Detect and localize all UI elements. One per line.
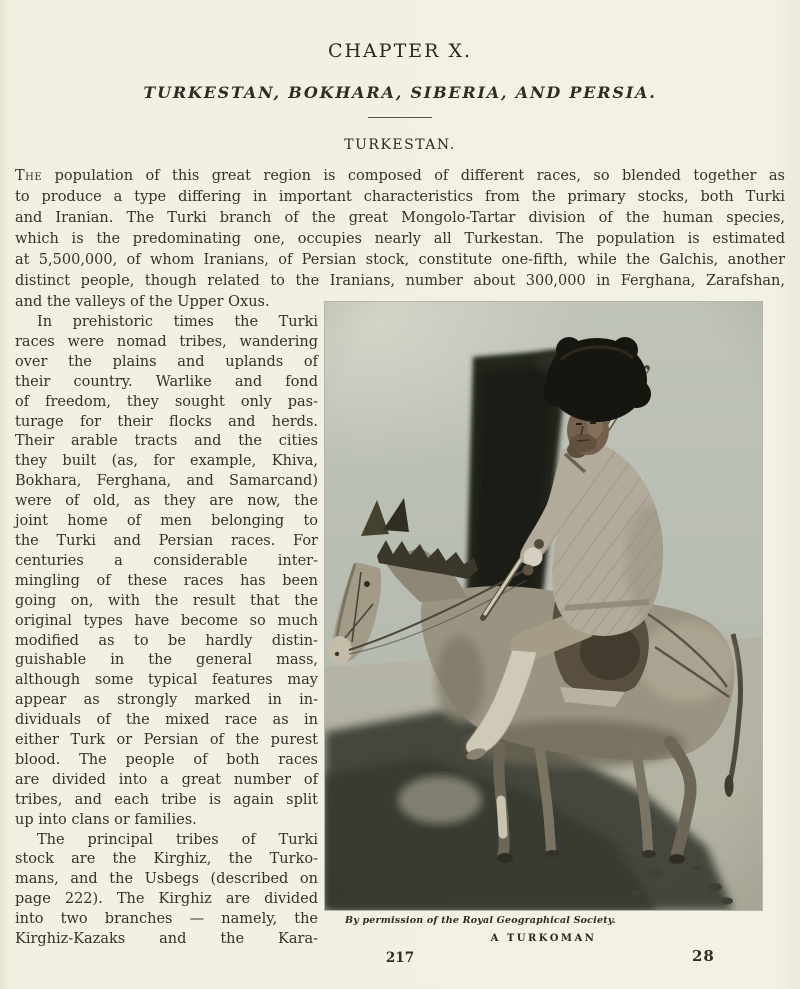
text-line: are divided into a great number of bbox=[15, 771, 318, 788]
page-header bbox=[0, 0, 800, 153]
text-line: Bokhara, Ferghana, and Samarcand) bbox=[15, 473, 318, 490]
text-line: the Turki and Persian races. For bbox=[15, 532, 318, 549]
text-line: guishable in the general mass, bbox=[15, 652, 318, 669]
text-line: either Turk or Persian of the purest bbox=[15, 732, 318, 749]
text-line: to produce a type differing in important characteristics from the primary stocks, both Turki bbox=[15, 189, 785, 205]
chapter-heading: CHAPTER X. bbox=[327, 40, 473, 62]
chapter-subtitle: TURKESTAN, BOKHARA, SIBERIA, AND PERSIA. bbox=[143, 83, 657, 102]
text-line: stock are the Kirghiz, the Turko- bbox=[15, 851, 318, 868]
text-line: In prehistoric times the Turki bbox=[37, 314, 318, 330]
text-line: joint home of men belonging to bbox=[15, 513, 318, 530]
figure-credit: By permission of the Royal Geographical Society. bbox=[345, 915, 616, 926]
intro-lines bbox=[15, 187, 785, 292]
text-line: blood. The people of both races bbox=[15, 751, 318, 768]
text-line: original types have become so much bbox=[15, 612, 318, 629]
turkoman-photo bbox=[325, 302, 762, 910]
figure-captions bbox=[325, 915, 762, 944]
text-line: their country. Warlike and fond bbox=[15, 373, 318, 390]
text-line: page 222). The Kirghiz are divided bbox=[15, 891, 318, 908]
lead-word: The bbox=[15, 168, 43, 184]
left-column-lines bbox=[15, 313, 318, 950]
text-line: Their arable tracts and the cities bbox=[15, 433, 318, 450]
text-line: over the plains and uplands of bbox=[15, 353, 318, 370]
text-line: tribes, and each tribe is again split bbox=[15, 791, 318, 808]
first-line-rest: population of this great region is composed of different races, so blended together as bbox=[54, 168, 786, 184]
text-line: mingling of these races has been bbox=[15, 572, 318, 589]
divider-rule bbox=[368, 117, 432, 118]
text-line: distinct people, though related to the Iranians, number about 300,000 in Ferghana, Zarafshan, bbox=[15, 273, 785, 289]
text-line-first bbox=[15, 166, 785, 187]
text-line: of freedom, they sought only pas- bbox=[15, 393, 318, 410]
text-line: into two branches — namely, the bbox=[15, 911, 318, 928]
signature-number: 28 bbox=[692, 947, 715, 965]
two-column-area bbox=[15, 292, 787, 950]
text-line: going on, with the result that the bbox=[15, 592, 318, 609]
text-line: at 5,500,000, of whom Iranians, of Persian stock, constitute one-fifth, while the Galchis, another bbox=[15, 252, 785, 268]
figure-caption: A TURKOMAN bbox=[490, 933, 597, 944]
left-text-column bbox=[15, 292, 318, 950]
page-number: 217 bbox=[385, 950, 415, 966]
section-heading: TURKESTAN. bbox=[344, 137, 456, 153]
text-line: Kirghiz-Kazaks and the Kara- bbox=[15, 931, 318, 948]
vignette bbox=[325, 302, 762, 910]
text-line: The principal tribes of Turki bbox=[37, 831, 318, 848]
text-line: and the valleys of the Upper Oxus. bbox=[15, 294, 270, 310]
text-line: appear as strongly marked in in- bbox=[15, 692, 318, 709]
text-line: up into clans or families. bbox=[15, 811, 197, 828]
text-line: modified as to be hardly distin- bbox=[15, 632, 318, 649]
text-line: dividuals of the mixed race as in bbox=[15, 712, 318, 729]
text-line: they built (as, for example, Khiva, bbox=[15, 453, 318, 470]
intro-paragraph bbox=[15, 166, 785, 292]
text-line: turage for their flocks and herds. bbox=[15, 413, 318, 430]
text-line: races were nomad tribes, wandering bbox=[15, 333, 318, 350]
text-line: although some typical features may bbox=[15, 672, 318, 689]
text-line: and Iranian. The Turki branch of the great Mongolo-Tartar division of the human species, bbox=[15, 210, 785, 226]
text-line: which is the predominating one, occupies nearly all Turkestan. The population is estimated bbox=[15, 231, 785, 247]
text-line: mans, and the Usbegs (described on bbox=[15, 871, 318, 888]
text-line: centuries a considerable inter- bbox=[15, 552, 318, 569]
text-line: were of old, as they are now, the bbox=[15, 493, 318, 510]
figure-turkoman bbox=[325, 302, 762, 944]
